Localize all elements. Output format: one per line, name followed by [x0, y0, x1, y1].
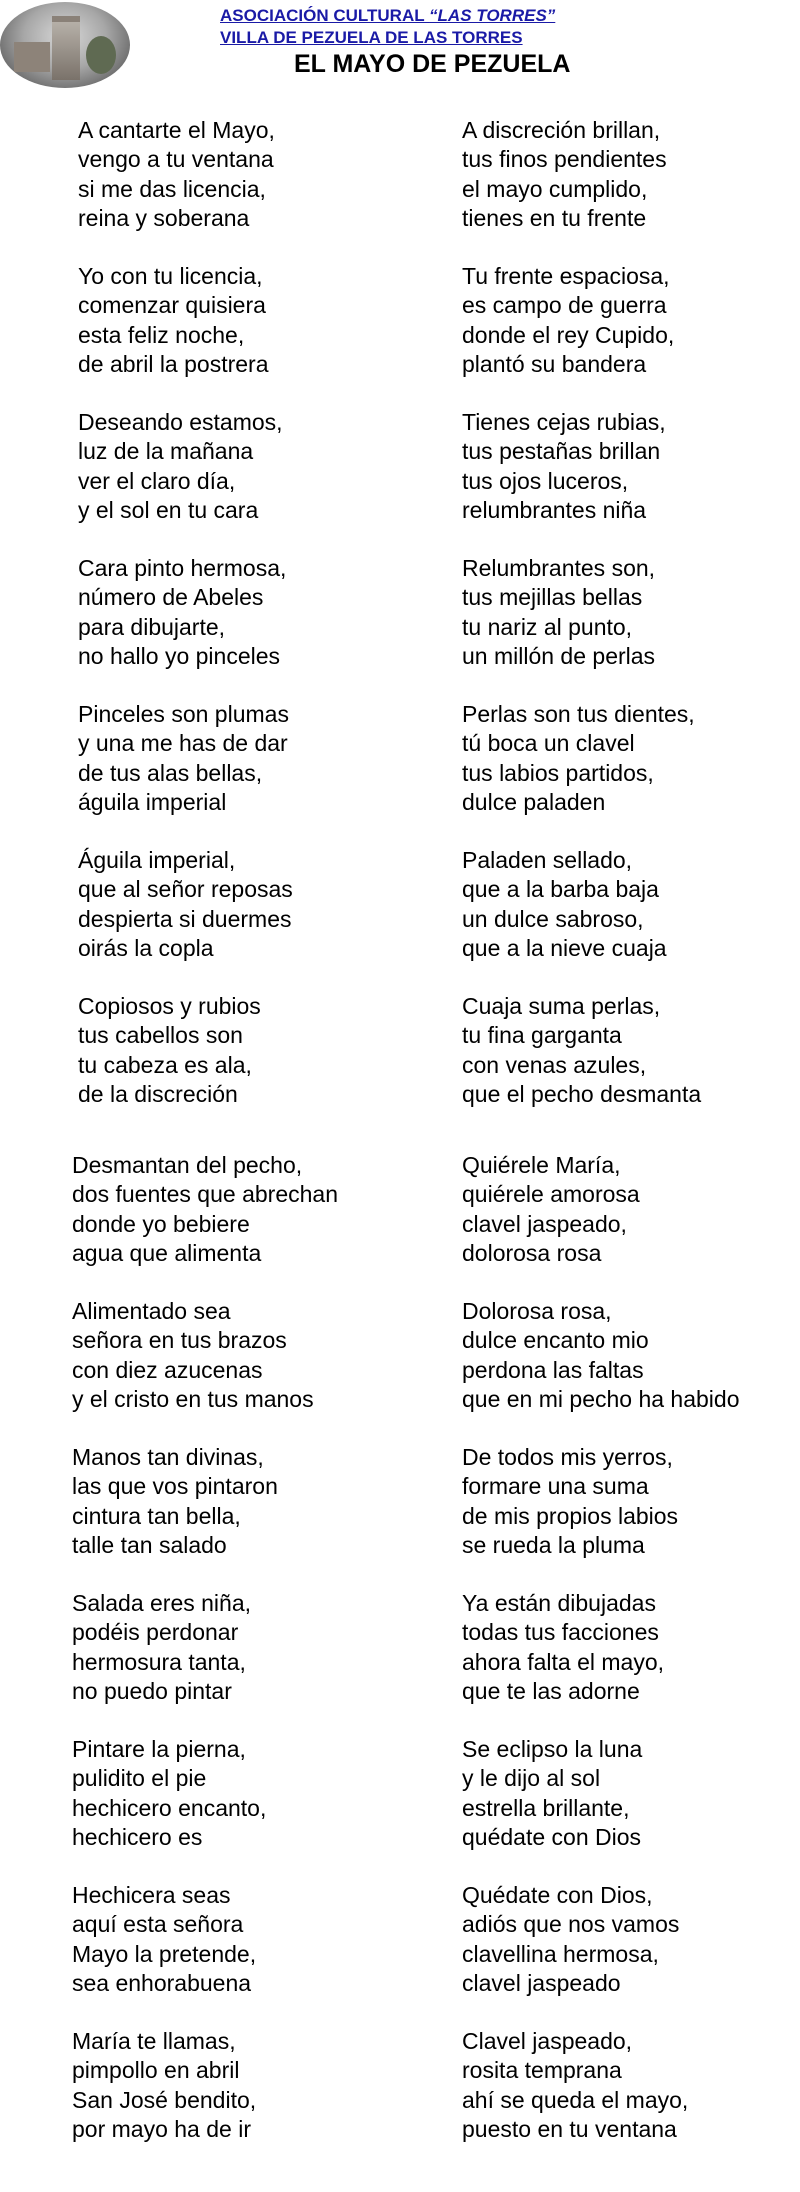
stanza	[72, 1443, 278, 1560]
verse-line: sea enhorabuena	[72, 1969, 252, 1996]
logo-tower-shape	[52, 16, 80, 80]
verse-line: que a la barba baja	[462, 876, 659, 903]
verse-line: y el sol en tu cara	[78, 496, 259, 523]
verse-line: dulce encanto mio	[462, 1327, 649, 1354]
verse-line: Cara pinto hermosa,	[78, 555, 287, 581]
verse-line: tus finos pendientes	[462, 146, 667, 173]
verse-line: no puedo pintar	[72, 1677, 232, 1704]
stanza	[462, 1151, 640, 1268]
verse-line: Manos tan divinas,	[72, 1444, 264, 1470]
verse-line: de mis propios labios	[462, 1502, 679, 1529]
stanza	[72, 1735, 266, 1852]
verse-line: tus cabellos son	[78, 1022, 243, 1049]
stanza	[72, 2027, 256, 2144]
stanza	[462, 700, 695, 817]
stanza	[78, 700, 289, 817]
verse-line: tienes en tu frente	[462, 204, 647, 231]
verse-line: águila imperial	[78, 788, 227, 815]
stanza	[462, 1589, 664, 1706]
verse-line: pimpollo en abril	[72, 2057, 240, 2084]
verse-line: número de Abeles	[78, 584, 264, 611]
verse-line: que en mi pecho ha habido	[462, 1385, 740, 1412]
verse-line: reina y soberana	[78, 204, 250, 231]
verse-line: tus labios partidos,	[462, 759, 654, 786]
stanza	[78, 408, 283, 525]
verse-line: hechicero es	[72, 1823, 203, 1850]
verse-line: con venas azules,	[462, 1051, 647, 1078]
page-title: EL MAYO DE PEZUELA	[294, 50, 571, 78]
verse-line: despierta si duermes	[78, 905, 292, 932]
verse-line: talle tan salado	[72, 1531, 227, 1558]
verse-line: Pinceles son plumas	[78, 701, 289, 727]
stanza	[78, 554, 286, 671]
verse-line: podéis perdonar	[72, 1619, 239, 1646]
verse-line: esta feliz noche,	[78, 321, 245, 348]
verse-line: de abril la postrera	[78, 350, 269, 377]
verse-line: Cuaja suma perlas,	[462, 993, 661, 1019]
stanza	[462, 846, 667, 963]
verse-line: por mayo ha de ir	[72, 2115, 251, 2142]
stanza	[462, 1297, 740, 1414]
verse-line: vengo a tu ventana	[78, 146, 274, 173]
verse-line: donde yo bebiere	[72, 1210, 250, 1237]
logo-tree-shape	[86, 36, 116, 74]
village-name-link[interactable]: VILLA DE PEZUELA DE LAS TORRES	[220, 28, 523, 47]
verse-line: Quiérele María,	[462, 1152, 621, 1178]
verse-line: María te llamas,	[72, 2028, 236, 2054]
verse-line: y una me has de dar	[78, 730, 288, 757]
verse-line: donde el rey Cupido,	[462, 321, 675, 348]
verse-line: luz de la mañana	[78, 438, 254, 465]
verse-line: comenzar quisiera	[78, 292, 266, 319]
verse-line: pulidito el pie	[72, 1765, 207, 1792]
verse-line: dolorosa rosa	[462, 1239, 602, 1266]
stanza	[462, 554, 655, 671]
stanza	[462, 1881, 679, 1998]
verse-line: hechicero encanto,	[72, 1794, 267, 1821]
verse-line: es campo de guerra	[462, 292, 667, 319]
verse-line: Salada eres niña,	[72, 1590, 252, 1616]
verse-line: oirás la copla	[78, 934, 214, 961]
verse-line: adiós que nos vamos	[462, 1911, 680, 1938]
stanza	[72, 1151, 338, 1268]
verse-line: las que vos pintaron	[72, 1473, 278, 1500]
stanza	[462, 992, 701, 1109]
verse-line: con diez azucenas	[72, 1356, 263, 1383]
stanza	[72, 1589, 251, 1706]
verse-line: Desmantan del pecho,	[72, 1152, 303, 1178]
verse-line: De todos mis yerros,	[462, 1444, 673, 1470]
verse-line: de la discreción	[78, 1080, 238, 1107]
verse-line: Deseando estamos,	[78, 409, 283, 435]
verse-line: si me das licencia,	[78, 175, 266, 202]
verse-line: un millón de perlas	[462, 642, 656, 669]
verse-line: tu fina garganta	[462, 1022, 622, 1049]
verse-line: quiérele amorosa	[462, 1181, 640, 1208]
verse-line: señora en tus brazos	[72, 1327, 287, 1354]
verse-line: para dibujarte,	[78, 613, 226, 640]
logo-house-shape	[14, 42, 50, 72]
verse-line: el mayo cumplido,	[462, 175, 648, 202]
verse-line: tu cabeza es ala,	[78, 1051, 252, 1078]
verse-line: Se eclipso la luna	[462, 1736, 643, 1762]
verse-line: clavellina hermosa,	[462, 1940, 659, 1967]
association-logo	[0, 2, 130, 88]
association-name-link[interactable]	[220, 6, 555, 26]
verse-line: Hechicera seas	[72, 1882, 231, 1908]
stanza	[78, 262, 269, 379]
stanza	[78, 116, 275, 233]
association-prefix: ASOCIACIÓN CULTURAL	[220, 6, 430, 25]
verse-line: Ya están dibujadas	[462, 1590, 656, 1616]
stanza	[78, 846, 293, 963]
verse-line: Copiosos y rubios	[78, 993, 261, 1019]
verse-line: Tu frente espaciosa,	[462, 263, 670, 289]
association-name: “LAS TORRES”	[429, 6, 556, 25]
stanza	[462, 262, 674, 379]
verse-line: Mayo la pretende,	[72, 1940, 257, 1967]
verse-line: clavel jaspeado,	[462, 1210, 627, 1237]
verse-line: que a la nieve cuaja	[462, 934, 667, 961]
verse-line: tus pestañas brillan	[462, 438, 661, 465]
verse-line: Paladen sellado,	[462, 847, 633, 873]
verse-line: Perlas son tus dientes,	[462, 701, 695, 727]
verse-line: formare una suma	[462, 1473, 649, 1500]
verse-line: puesto en tu ventana	[462, 2115, 677, 2142]
verse-line: de tus alas bellas,	[78, 759, 263, 786]
verse-line: Alimentado sea	[72, 1298, 231, 1324]
stanza	[462, 2027, 688, 2144]
verse-line: relumbrantes niña	[462, 496, 647, 523]
verse-line: se rueda la pluma	[462, 1531, 645, 1558]
verse-line: que te las adorne	[462, 1677, 640, 1704]
verse-line: que el pecho desmanta	[462, 1080, 702, 1107]
verse-line: agua que alimenta	[72, 1239, 262, 1266]
verse-line: Pintare la pierna,	[72, 1736, 246, 1762]
verse-line: dulce paladen	[462, 788, 606, 815]
verse-line: Águila imperial,	[78, 847, 236, 873]
stanza	[462, 408, 666, 525]
verse-line: tu nariz al punto,	[462, 613, 633, 640]
stanza	[462, 1735, 642, 1852]
verse-line: tus ojos luceros,	[462, 467, 629, 494]
verse-line: A cantarte el Mayo,	[78, 117, 275, 143]
verse-line: y le dijo al sol	[462, 1765, 601, 1792]
stanza	[72, 1881, 256, 1998]
verse-line: dos fuentes que abrechan	[72, 1181, 338, 1208]
verse-line: todas tus facciones	[462, 1619, 659, 1646]
verse-line: ahí se queda el mayo,	[462, 2086, 689, 2113]
stanza	[78, 992, 261, 1109]
verse-line: perdona las faltas	[462, 1356, 644, 1383]
verse-line: quédate con Dios	[462, 1823, 642, 1850]
verse-line: tus mejillas bellas	[462, 584, 643, 611]
verse-line: ahora falta el mayo,	[462, 1648, 665, 1675]
verse-line: Tienes cejas rubias,	[462, 409, 666, 435]
verse-line: San José bendito,	[72, 2086, 257, 2113]
verse-line: clavel jaspeado	[462, 1969, 621, 1996]
stanza	[462, 116, 667, 233]
verse-line: aquí esta señora	[72, 1911, 244, 1938]
verse-line: que al señor reposas	[78, 876, 293, 903]
verse-line: plantó su bandera	[462, 350, 647, 377]
verse-line: Clavel jaspeado,	[462, 2028, 633, 2054]
stanza	[462, 1443, 678, 1560]
verse-line: Yo con tu licencia,	[78, 263, 263, 289]
verse-line: no hallo yo pinceles	[78, 642, 281, 669]
verse-line: y el cristo en tus manos	[72, 1385, 314, 1412]
verse-line: cintura tan bella,	[72, 1502, 241, 1529]
verse-line: hermosura tanta,	[72, 1648, 246, 1675]
verse-line: Dolorosa rosa,	[462, 1298, 612, 1324]
verse-line: A discreción brillan,	[462, 117, 661, 143]
stanza	[72, 1297, 314, 1414]
verse-line: Quédate con Dios,	[462, 1882, 653, 1908]
verse-line: rosita temprana	[462, 2057, 622, 2084]
verse-line: ver el claro día,	[78, 467, 236, 494]
verse-line: Relumbrantes son,	[462, 555, 656, 581]
verse-line: tú boca un clavel	[462, 730, 635, 757]
verse-line: estrella brillante,	[462, 1794, 630, 1821]
verse-line: un dulce sabroso,	[462, 905, 644, 932]
